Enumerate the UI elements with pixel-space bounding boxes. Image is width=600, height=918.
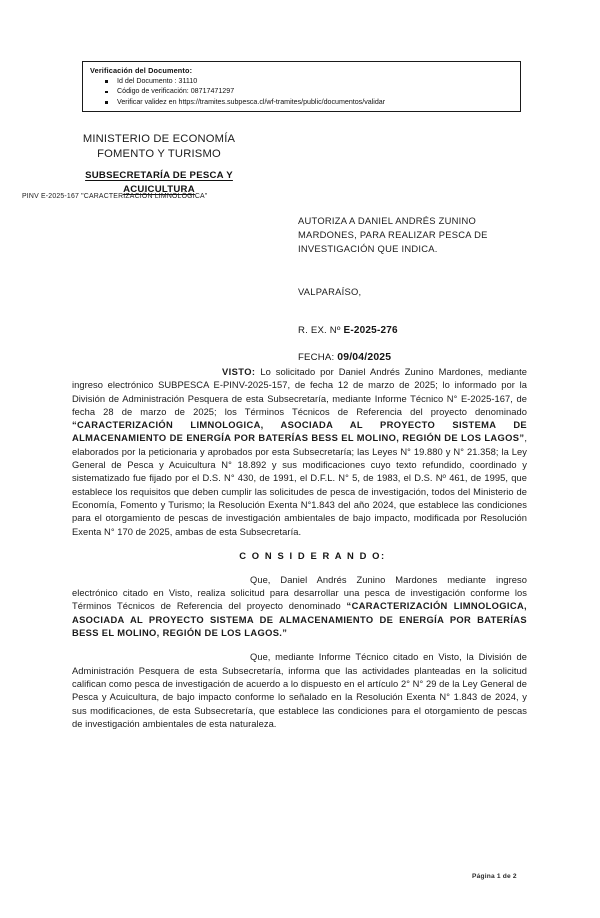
resolution-date-line [298, 352, 530, 363]
visto-paragraph [72, 366, 527, 539]
ministry-line-1: MINISTERIO DE ECONOMÍA [82, 133, 236, 145]
resolution-header [298, 214, 530, 363]
resolution-number: E-2025-276 [343, 324, 398, 336]
date-value: 09/04/2025 [337, 351, 392, 363]
resolution-number-line [298, 325, 530, 336]
verification-item-id: Id del Documento : 31110 [90, 76, 520, 86]
page-number-footer: Página 1 de 2 [472, 873, 517, 880]
project-title-considerando: “CARACTERIZACIÓN LIMNOLOGICA, ASOCIADA AL PROYECTO SISTEMA DE ALMACENAMIENTO DE ENERGÍA POR BATERÍAS BESS EL MOLINO, REGIÓN DE LOS LAGOS.” [72, 601, 527, 639]
ministry-line-2: FOMENTO Y TURISMO [97, 147, 221, 160]
subsecretary-block [18, 169, 300, 196]
visto-text-part-1: Lo solicitado por Daniel Andrés Zunino Mardones, mediante ingreso electrónico SUBPESCA E-PINV-2025-157, de fecha 12 de marzo de 2025; lo informado por la División de Administración Pesquera de esta Subsecretaría, mediante Informe Técnico N° E-2025-167, de fecha 28 de marzo de 2025; los Términos Técnicos de Referencia del proyecto denominado [72, 367, 527, 417]
project-reference-line: PINV E-2025-167 "CARACTERIZACIÓN LIMNOLÓGICA" [22, 193, 208, 200]
date-label: FECHA: [298, 351, 338, 363]
considerando-paragraph-1 [72, 574, 527, 640]
resolution-label: R. EX. Nº [298, 324, 344, 336]
subsecretary-line-2: ACUICULTURA [123, 183, 195, 195]
document-body [72, 366, 527, 742]
considerando-1-text: Que, Daniel Andrés Zunino Mardones mediante ingreso electrónico citado en Visto, realiza solicitud para desarrollar una pesca de investigación conforme los Términos Técnicos de Referencia del proyecto denominado [72, 574, 527, 612]
verification-box [82, 61, 521, 112]
verification-item-url: Verificar validez en https://tramites.subpesca.cl/wf-tramites/public/documentos/validar [90, 97, 520, 107]
subsecretary-line-1: SUBSECRETARÍA DE PESCA Y [85, 170, 233, 182]
issue-place: VALPARAÍSO, [298, 285, 362, 297]
visto-label: VISTO: [222, 367, 256, 377]
letterhead [18, 132, 300, 196]
verification-title: Verificación del Documento: [90, 66, 193, 75]
verification-item-code: Código de verificación: 08717471297 [90, 86, 520, 96]
considerando-paragraph-2: Que, mediante Informe Técnico citado en Visto, la División de Administración Pesquera de esta Subsecretaría, informa que las actividades planteadas en la solicitud califican como pesca de investigación de acuerdo a lo dispuesto en el artículo 2° N° 29 de la Ley General de Pesca y Acuicultura, de bajo impacto conforme lo señalado en la Resolución Exenta N° 1.843 de 2024, y sus modificaciones, de esta Subsecretaría, que establece las condiciones para el otorgamiento de pescas de investigación ambientales de esta naturaleza. [72, 652, 527, 729]
visto-text-part-2: , elaborados por la peticionaria y aprobados por esta Subsecretaría; las Leyes N° 19.880 y N° 21.358; la Ley General de Pesca y Acuicultura N° 18.892 y sus modificaciones cuyo texto refundido, coordinado y sistematizado fue fijado por el D.S. N° 430, de 1991, el D.F.L. N° 5, de 1983, el D.S. Nº 461, de 1995, que establece los requisitos que deben cumplir las solicitudes de pesca de investigación, todos del Ministerio de Economía, Fomento y Turismo; la Resolución Exenta N°1.843 del año 2024, que establece las condiciones para el otorgamiento de pescas de investigación ambientales de bajo impacto, modificada por Resolución Exenta N° 170 de 2025, ambas de esta Subsecretaría. [72, 433, 527, 537]
verification-list [90, 76, 520, 107]
authorization-subject: AUTORIZA A DANIEL ANDRÉS ZUNINO MARDONES, PARA REALIZAR PESCA DE INVESTIGACIÓN QUE INDICA. [298, 215, 488, 255]
considerando-heading: C O N S I D E R A N D O: [239, 549, 386, 561]
project-title-visto: “CARACTERIZACIÓN LIMNOLOGICA, ASOCIADA AL PROYECTO SISTEMA DE ALMACENAMIENTO DE ENERGÍA POR BATERÍAS BESS EL MOLINO, REGIÓN DE LOS LAGOS” [72, 420, 527, 444]
